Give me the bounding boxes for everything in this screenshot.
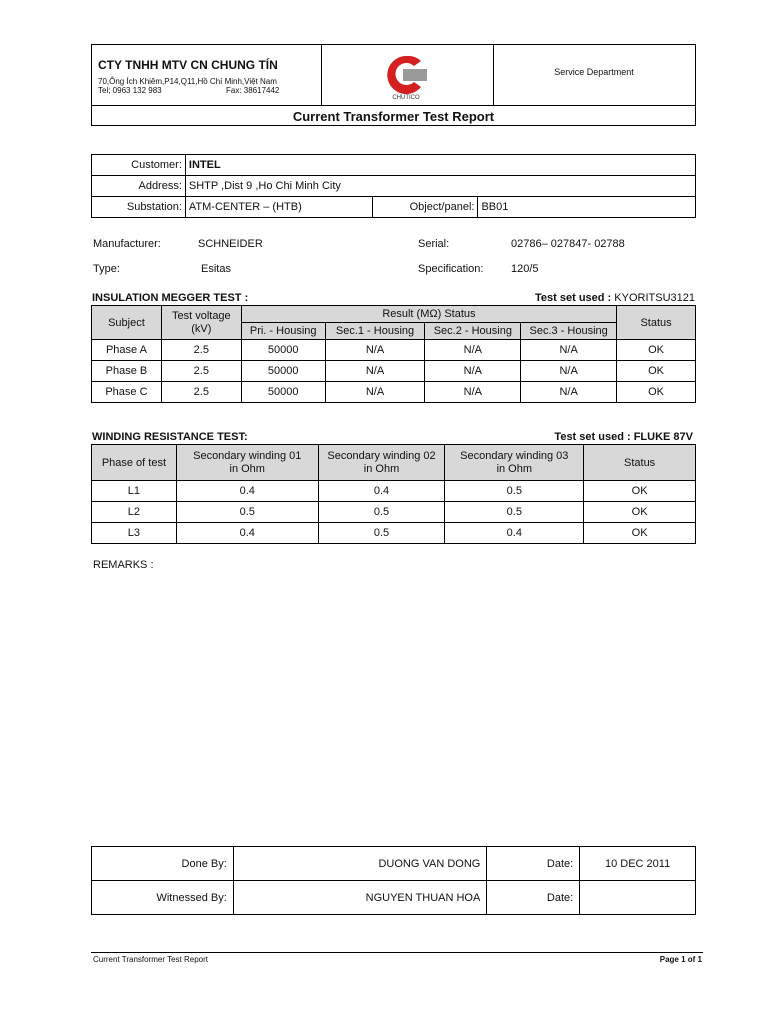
witnessed-label: Witnessed By: [92, 881, 234, 915]
table-row [92, 340, 696, 361]
table-cell: N/A [425, 382, 521, 403]
table-cell: 0.5 [445, 481, 584, 502]
witnessed-value: NGUYEN THUAN HOA [233, 881, 487, 915]
table-cell: N/A [325, 340, 425, 361]
table-cell: 0.5 [176, 502, 318, 523]
wind-col-sw2-line2: in Ohm [363, 462, 400, 475]
ins-col-sec1: Sec.1 - Housing [325, 323, 425, 340]
table-cell: 2.5 [161, 340, 241, 361]
department-cell [493, 45, 695, 105]
table-cell: 0.4 [176, 481, 318, 502]
table-cell: N/A [521, 361, 617, 382]
winding-title: WINDING RESISTANCE TEST: [92, 431, 248, 443]
table-cell: OK [584, 502, 696, 523]
table-cell: L1 [92, 481, 177, 502]
customer-label: Customer: [92, 155, 186, 176]
spec-value: 120/5 [511, 263, 539, 275]
company-tel: Tel; 0963 132 983 [98, 86, 162, 95]
remarks-label: REMARKS : [93, 559, 154, 571]
date-value: 10 DEC 2011 [580, 847, 696, 881]
spec-label: Specification: [418, 263, 484, 275]
manufacturer-value: SCHNEIDER [198, 238, 263, 250]
serial-label: Serial: [418, 238, 450, 250]
table-cell: 50000 [241, 340, 325, 361]
date2-label: Date: [487, 881, 580, 915]
company-info [92, 45, 322, 105]
table-cell: 0.4 [176, 523, 318, 544]
ins-col-sec2: Sec.2 - Housing [425, 323, 521, 340]
table-cell: 50000 [241, 382, 325, 403]
footer-page: Page 1 of 1 [659, 955, 702, 964]
table-cell: N/A [325, 361, 425, 382]
substation-row [92, 197, 696, 218]
panel-value: BB01 [478, 197, 696, 218]
done-by-label: Done By: [92, 847, 234, 881]
table-row [92, 502, 696, 523]
witnessed-row [92, 881, 696, 915]
wind-col-phase: Phase of test [92, 445, 177, 481]
winding-header-row [92, 445, 696, 481]
insulation-table [91, 305, 696, 403]
wind-col-status: Status [584, 445, 696, 481]
table-cell: Phase C [92, 382, 162, 403]
insulation-test-set-label: Test set used : [535, 292, 612, 304]
wind-col-sw2 [318, 445, 445, 481]
substation-label: Substation: [92, 197, 186, 218]
table-cell: OK [584, 481, 696, 502]
ins-col-pri: Pri. - Housing [241, 323, 325, 340]
table-cell: OK [617, 382, 696, 403]
company-name: CTY TNHH MTV CN CHUNG TÍN [98, 58, 278, 72]
table-row [92, 523, 696, 544]
table-cell: 2.5 [161, 361, 241, 382]
insulation-test-set-value: KYORITSU3121 [614, 292, 695, 304]
address-label: Address: [92, 176, 186, 197]
footer-left: Current Transformer Test Report [93, 955, 209, 964]
wind-col-sw1-line2: in Ohm [229, 462, 265, 475]
insulation-header-row-1 [92, 306, 696, 323]
company-fax: Fax: 38617442 [226, 86, 280, 95]
manufacturer-label: Manufacturer: [93, 238, 161, 250]
table-cell: OK [617, 361, 696, 382]
table-cell: 0.5 [318, 502, 445, 523]
table-cell: L2 [92, 502, 177, 523]
ins-col-voltage [161, 306, 241, 340]
substation-value: ATM-CENTER – (HTB) [185, 197, 372, 218]
panel-label: Object/panel: [372, 197, 478, 218]
wind-col-sw3-line1: Secondary winding 03 [460, 449, 569, 462]
ins-col-status: Status [617, 306, 696, 340]
customer-value: INTEL [185, 155, 695, 176]
report-header [91, 44, 696, 126]
logo-cell [321, 45, 494, 105]
customer-row [92, 155, 696, 176]
table-row [92, 382, 696, 403]
chutico-logo [381, 53, 431, 101]
table-cell: N/A [425, 340, 521, 361]
address-value: SHTP ,Dist 9 ,Ho Chi Minh City [185, 176, 695, 197]
table-cell: 0.5 [445, 502, 584, 523]
type-label: Type: [93, 263, 120, 275]
insulation-test-set [535, 292, 695, 304]
done-by-value: DUONG VAN DONG [233, 847, 487, 881]
table-cell: N/A [521, 340, 617, 361]
serial-value: 02786– 027847- 02788 [511, 238, 625, 250]
table-cell: N/A [521, 382, 617, 403]
report-title: Current Transformer Test Report [92, 105, 695, 126]
table-cell: Phase A [92, 340, 162, 361]
table-cell: 50000 [241, 361, 325, 382]
wind-col-sw3 [445, 445, 584, 481]
wind-col-sw2-line1: Secondary winding 02 [327, 449, 436, 462]
footer-divider [91, 952, 703, 953]
ins-col-sec3: Sec.3 - Housing [521, 323, 617, 340]
type-value: Esitas [201, 263, 231, 275]
ins-col-voltage-line1: Test voltage [171, 309, 231, 322]
customer-table [91, 154, 696, 218]
signature-table [91, 846, 696, 915]
date2-value [580, 881, 696, 915]
table-cell: OK [584, 523, 696, 544]
winding-test-set [554, 431, 693, 443]
table-cell: Phase B [92, 361, 162, 382]
table-cell: N/A [425, 361, 521, 382]
table-cell: N/A [325, 382, 425, 403]
winding-test-set-label: Test set used : [554, 431, 631, 443]
winding-test-set-value: FLUKE 87V [633, 431, 693, 443]
wind-col-sw1 [176, 445, 318, 481]
table-cell: 2.5 [161, 382, 241, 403]
table-cell: 0.5 [318, 523, 445, 544]
date-label: Date: [487, 847, 580, 881]
department-name: Service Department [554, 67, 634, 77]
insulation-title: INSULATION MEGGER TEST : [92, 292, 249, 304]
wind-col-sw1-line1: Secondary winding 01 [193, 449, 302, 462]
table-cell: OK [617, 340, 696, 361]
done-by-row [92, 847, 696, 881]
table-row [92, 481, 696, 502]
table-cell: 0.4 [318, 481, 445, 502]
company-address: 70,Ông Ích Khiêm,P14,Q11,Hồ Chí Minh,Việt Nam [98, 77, 277, 86]
table-row [92, 361, 696, 382]
table-cell: L3 [92, 523, 177, 544]
ins-col-result: Result (MΩ) Status [241, 306, 616, 323]
table-cell: 0.4 [445, 523, 584, 544]
logo-text: CHUTICO [392, 95, 420, 101]
ins-col-subject: Subject [92, 306, 162, 340]
ins-col-voltage-line2: (kV) [191, 322, 212, 335]
wind-col-sw3-line2: in Ohm [496, 462, 533, 475]
winding-table [91, 444, 696, 544]
address-row [92, 176, 696, 197]
